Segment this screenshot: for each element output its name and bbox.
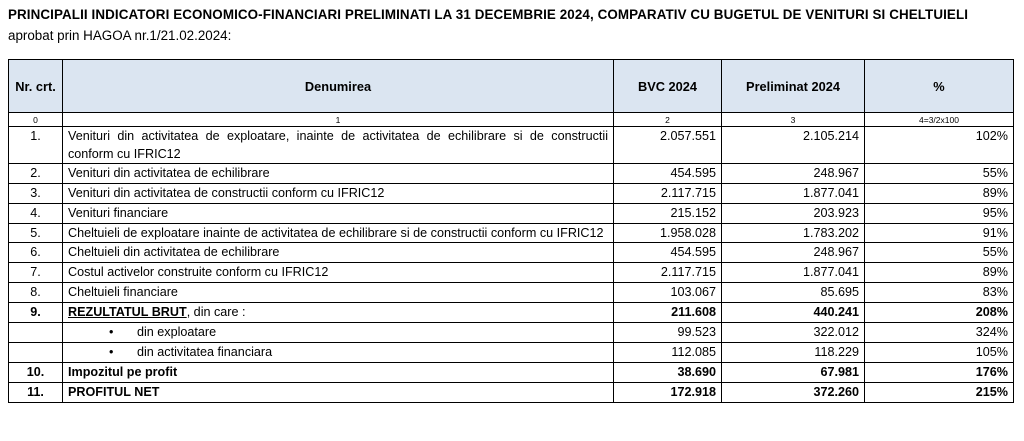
table-row — [9, 184, 1014, 204]
table-row — [9, 204, 1014, 224]
row-bvc: 99.523 — [614, 323, 722, 343]
row-bvc: 1.958.028 — [614, 224, 722, 243]
row-name: Cheltuieli financiare — [63, 283, 614, 303]
row-percent: 89% — [865, 263, 1014, 283]
index-cell: 4=3/2x100 — [865, 113, 1014, 127]
row-nr: 7. — [9, 263, 63, 283]
header-preliminat: Preliminat 2024 — [722, 60, 865, 113]
row-nr — [9, 323, 63, 343]
table-row — [9, 243, 1014, 263]
row-bvc: 103.067 — [614, 283, 722, 303]
row-bvc: 2.057.551 — [614, 127, 722, 164]
table-row-total — [9, 383, 1014, 403]
row-bvc: 454.595 — [614, 243, 722, 263]
table-row-total — [9, 303, 1014, 323]
row-preliminat: 118.229 — [722, 343, 865, 363]
table-row — [9, 164, 1014, 184]
header-denumirea: Denumirea — [63, 60, 614, 113]
table-row — [9, 263, 1014, 283]
row-nr: 9. — [9, 303, 63, 323]
row-name: Impozitul pe profit — [63, 363, 614, 383]
row-preliminat: 1.877.041 — [722, 263, 865, 283]
row-percent: 324% — [865, 323, 1014, 343]
indicators-table — [8, 59, 1014, 403]
row-preliminat: 2.105.214 — [722, 127, 865, 164]
row-percent: 89% — [865, 184, 1014, 204]
index-cell: 0 — [9, 113, 63, 127]
row-preliminat: 67.981 — [722, 363, 865, 383]
row-preliminat: 440.241 — [722, 303, 865, 323]
row-name-text: din exploatare — [137, 325, 217, 339]
row-preliminat: 203.923 — [722, 204, 865, 224]
row-name: Cheltuieli din activitatea de echilibrare — [63, 243, 614, 263]
row-percent: 95% — [865, 204, 1014, 224]
row-preliminat: 1.877.041 — [722, 184, 865, 204]
row-preliminat: 248.967 — [722, 164, 865, 184]
row-name-suffix: , din care : — [186, 305, 246, 319]
row-nr: 11. — [9, 383, 63, 403]
row-nr — [9, 343, 63, 363]
index-cell: 2 — [614, 113, 722, 127]
row-percent: 176% — [865, 363, 1014, 383]
row-percent: 208% — [865, 303, 1014, 323]
document-subtitle: aprobat prin HAGOA nr.1/21.02.2024: — [8, 28, 232, 43]
row-bvc: 211.608 — [614, 303, 722, 323]
row-bvc: 172.918 — [614, 383, 722, 403]
table-row — [9, 224, 1014, 243]
row-nr: 3. — [9, 184, 63, 204]
row-nr: 6. — [9, 243, 63, 263]
header-nr: Nr. crt. — [9, 60, 63, 113]
row-bvc: 215.152 — [614, 204, 722, 224]
table-subrow — [9, 343, 1014, 363]
row-percent: 83% — [865, 283, 1014, 303]
index-row — [9, 113, 1014, 127]
row-nr: 5. — [9, 224, 63, 243]
row-bvc: 38.690 — [614, 363, 722, 383]
row-name: Venituri financiare — [63, 204, 614, 224]
row-preliminat: 372.260 — [722, 383, 865, 403]
row-percent: 215% — [865, 383, 1014, 403]
row-percent: 91% — [865, 224, 1014, 243]
row-preliminat: 1.783.202 — [722, 224, 865, 243]
table-row — [9, 127, 1014, 164]
row-percent: 105% — [865, 343, 1014, 363]
header-percent: % — [865, 60, 1014, 113]
row-name: Cheltuieli de exploatare inainte de activitatea de echilibrare si de constructii conform cu IFRIC12 — [63, 224, 614, 243]
row-name — [63, 343, 614, 363]
row-name: Venituri din activitatea de echilibrare — [63, 164, 614, 184]
row-bvc: 112.085 — [614, 343, 722, 363]
row-bvc: 2.117.715 — [614, 263, 722, 283]
row-preliminat: 322.012 — [722, 323, 865, 343]
row-name: Venituri din activitatea de exploatare, inainte de activitatea de echilibrare si de constructii conform cu IFRIC12 — [63, 127, 614, 164]
row-name-main: REZULTATUL BRUT — [68, 305, 187, 319]
row-name — [63, 323, 614, 343]
row-percent: 55% — [865, 164, 1014, 184]
index-cell: 3 — [722, 113, 865, 127]
row-percent: 55% — [865, 243, 1014, 263]
row-name-text: din activitatea financiara — [137, 345, 273, 359]
row-bvc: 2.117.715 — [614, 184, 722, 204]
table-row-total — [9, 363, 1014, 383]
document-title: PRINCIPALII INDICATORI ECONOMICO-FINANCIARI PRELIMINATI LA 31 DECEMBRIE 2024, COMPARATIV CU BUGETUL DE VENITURI SI CHELTUIELI — [8, 7, 969, 22]
bullet-icon: • — [109, 345, 114, 359]
row-name: Costul activelor construite conform cu IFRIC12 — [63, 263, 614, 283]
header-bvc: BVC 2024 — [614, 60, 722, 113]
row-preliminat: 85.695 — [722, 283, 865, 303]
row-nr: 4. — [9, 204, 63, 224]
row-name: Venituri din activitatea de constructii conform cu IFRIC12 — [63, 184, 614, 204]
row-nr: 10. — [9, 363, 63, 383]
row-preliminat: 248.967 — [722, 243, 865, 263]
row-bvc: 454.595 — [614, 164, 722, 184]
table-row — [9, 283, 1014, 303]
index-cell: 1 — [63, 113, 614, 127]
bullet-icon: • — [109, 325, 114, 339]
row-nr: 2. — [9, 164, 63, 184]
table-subrow — [9, 323, 1014, 343]
row-nr: 8. — [9, 283, 63, 303]
row-name — [63, 303, 614, 323]
table-header-row — [9, 60, 1014, 113]
row-name: PROFITUL NET — [63, 383, 614, 403]
row-nr: 1. — [9, 127, 63, 164]
row-percent: 102% — [865, 127, 1014, 164]
